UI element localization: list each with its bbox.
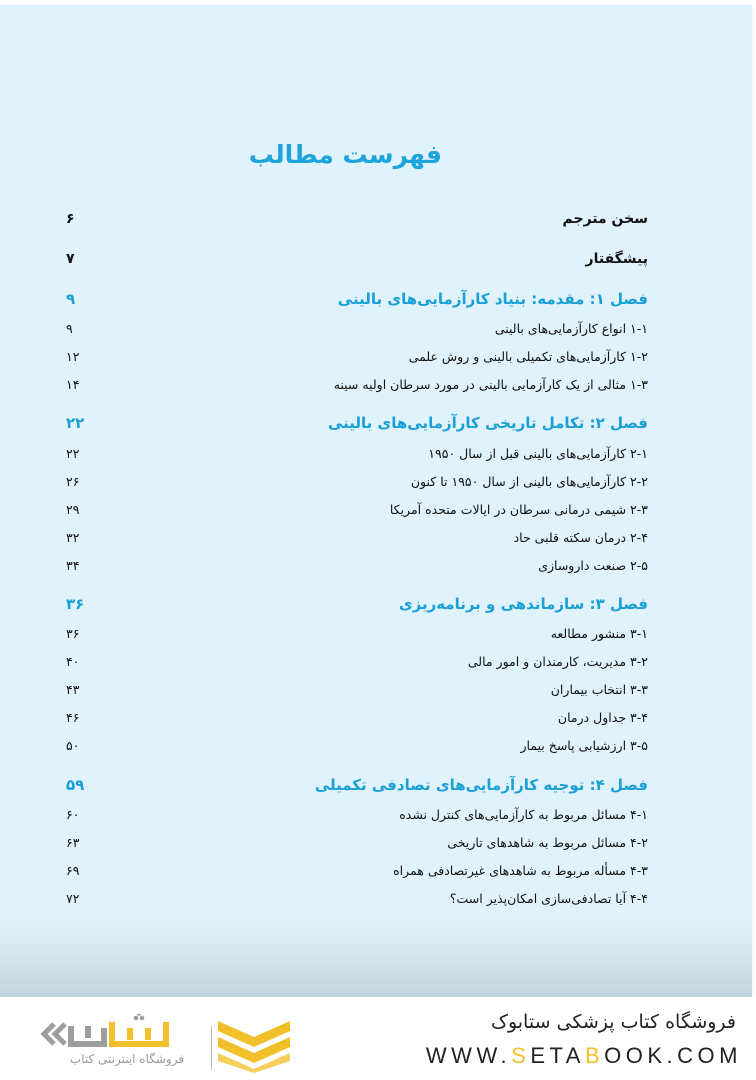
section-label: ۳-۱ منشور مطالعه [550,626,648,641]
logo-subtitle: فروشگاه اینترنتی کتاب [69,1052,185,1066]
section-page: ۲۹ [66,502,80,517]
page-title: فهرست مطالب [248,140,442,169]
logo-divider [211,1026,212,1070]
toc-section[interactable] [0,377,756,399]
toc-section[interactable] [0,446,756,468]
store-name: فروشگاه کتاب پزشکی ستابوک [490,1011,736,1033]
toc-section[interactable] [0,738,756,760]
section-label: ۱-۲ کارآزمایی‌های تکمیلی بالینی و روش علمی [408,349,648,364]
section-label: ۲-۳ شیمی درمانی سرطان در ایالات متحده آمریکا [389,502,648,517]
section-label: ۳-۲ مدیریت، کارمندان و امور مالی [467,654,648,669]
entry-page: ۶ [66,211,75,227]
chapter-title: فصل ۳: سازماندهی و برنامه‌ریزی [398,595,648,613]
section-page: ۶۰ [66,807,80,822]
section-label: ۴-۳ مسأله مربوط به شاهدهای غیرتصادفی همراه [393,863,648,878]
store-url-link[interactable] [426,1043,742,1069]
section-page: ۱۲ [66,349,80,364]
logo-wordmark-icon [38,1014,213,1054]
toc-chapter-2[interactable] [0,414,756,436]
toc-section[interactable] [0,710,756,732]
section-label: ۴-۴ آیا تصادفی‌سازی امکان‌پذیر است؟ [449,891,648,906]
section-page: ۵۰ [66,738,80,753]
setabook-logo[interactable] [38,1014,298,1074]
section-label: ۴-۱ مسائل مربوط به کارآزمایی‌های کنترل نشده [399,807,648,822]
url-highlight: S [511,1043,531,1068]
toc-section[interactable] [0,835,756,857]
section-label: ۳-۳ انتخاب بیماران [550,682,648,697]
section-page: ۲۲ [66,446,80,461]
chapter-title: فصل ۲: تکامل تاریخی کارآزمایی‌های بالینی [327,414,648,432]
section-page: ۹ [66,321,73,336]
toc-entry-translator-note[interactable] [0,211,756,233]
section-page: ۶۹ [66,863,80,878]
chapter-title: فصل ۱: مقدمه: بنیاد کارآزمایی‌های بالینی [337,290,648,308]
toc-section[interactable] [0,349,756,371]
chapter-title: فصل ۴: توجیه کارآزمایی‌های تصادفی تکمیلی [314,776,648,794]
toc-section[interactable] [0,530,756,552]
toc-section[interactable] [0,682,756,704]
toc-section[interactable] [0,891,756,913]
toc-chapter-4[interactable] [0,776,756,798]
section-label: ۳-۴ جداول درمان [557,710,648,725]
section-page: ۴۳ [66,682,80,697]
section-page: ۳۴ [66,558,80,573]
toc-section[interactable] [0,321,756,343]
url-part: OOK.COM [604,1043,742,1068]
url-highlight: B [584,1043,605,1068]
url-part: WWW. [425,1043,512,1068]
chapter-page: ۳۶ [66,595,85,613]
section-label: ۲-۵ صنعت داروسازی [538,558,648,573]
section-label: ۲-۲ کارآزمایی‌های بالینی از سال ۱۹۵۰ تا کنون [410,474,648,489]
toc-section[interactable] [0,654,756,676]
section-label: ۲-۱ کارآزمایی‌های بالینی قبل از سال ۱۹۵۰ [428,446,648,461]
entry-label: پیشگفتار [585,251,648,267]
toc-entry-preface[interactable] [0,251,756,273]
chapter-page: ۲۲ [66,414,85,432]
book-emblem-icon [218,1019,290,1073]
store-banner [0,997,756,1080]
section-label: ۱-۳ مثالی از یک کارآزمایی بالینی در مورد سرطان اولیه سینه [333,377,648,392]
toc-page [0,5,752,997]
section-page: ۶۳ [66,835,80,850]
chapter-page: ۵۹ [66,776,85,794]
toc-section[interactable] [0,558,756,580]
toc-section[interactable] [0,474,756,496]
section-label: ۴-۲ مسائل مربوط به شاهدهای تاریخی [447,835,648,850]
url-part: ETA [530,1043,585,1068]
section-page: ۳۲ [66,530,80,545]
chapter-page: ۹ [66,290,76,308]
section-page: ۳۶ [66,626,80,641]
entry-page: ۷ [66,251,75,267]
section-page: ۴۰ [66,654,80,669]
toc-section[interactable] [0,626,756,648]
section-page: ۷۲ [66,891,80,906]
toc-chapter-1[interactable] [0,290,756,312]
section-label: ۳-۵ ارزشیابی پاسخ بیمار [520,738,648,753]
toc-section[interactable] [0,807,756,829]
section-label: ۱-۱ انواع کارآزمایی‌های بالینی [494,321,648,336]
entry-label: سخن مترجم [562,211,648,227]
section-page: ۱۴ [66,377,80,392]
toc-section[interactable] [0,863,756,885]
toc-chapter-3[interactable] [0,595,756,617]
section-label: ۲-۴ درمان سکته قلبی حاد [513,530,648,545]
section-page: ۲۶ [66,474,80,489]
toc-section[interactable] [0,502,756,524]
section-page: ۴۶ [66,710,80,725]
